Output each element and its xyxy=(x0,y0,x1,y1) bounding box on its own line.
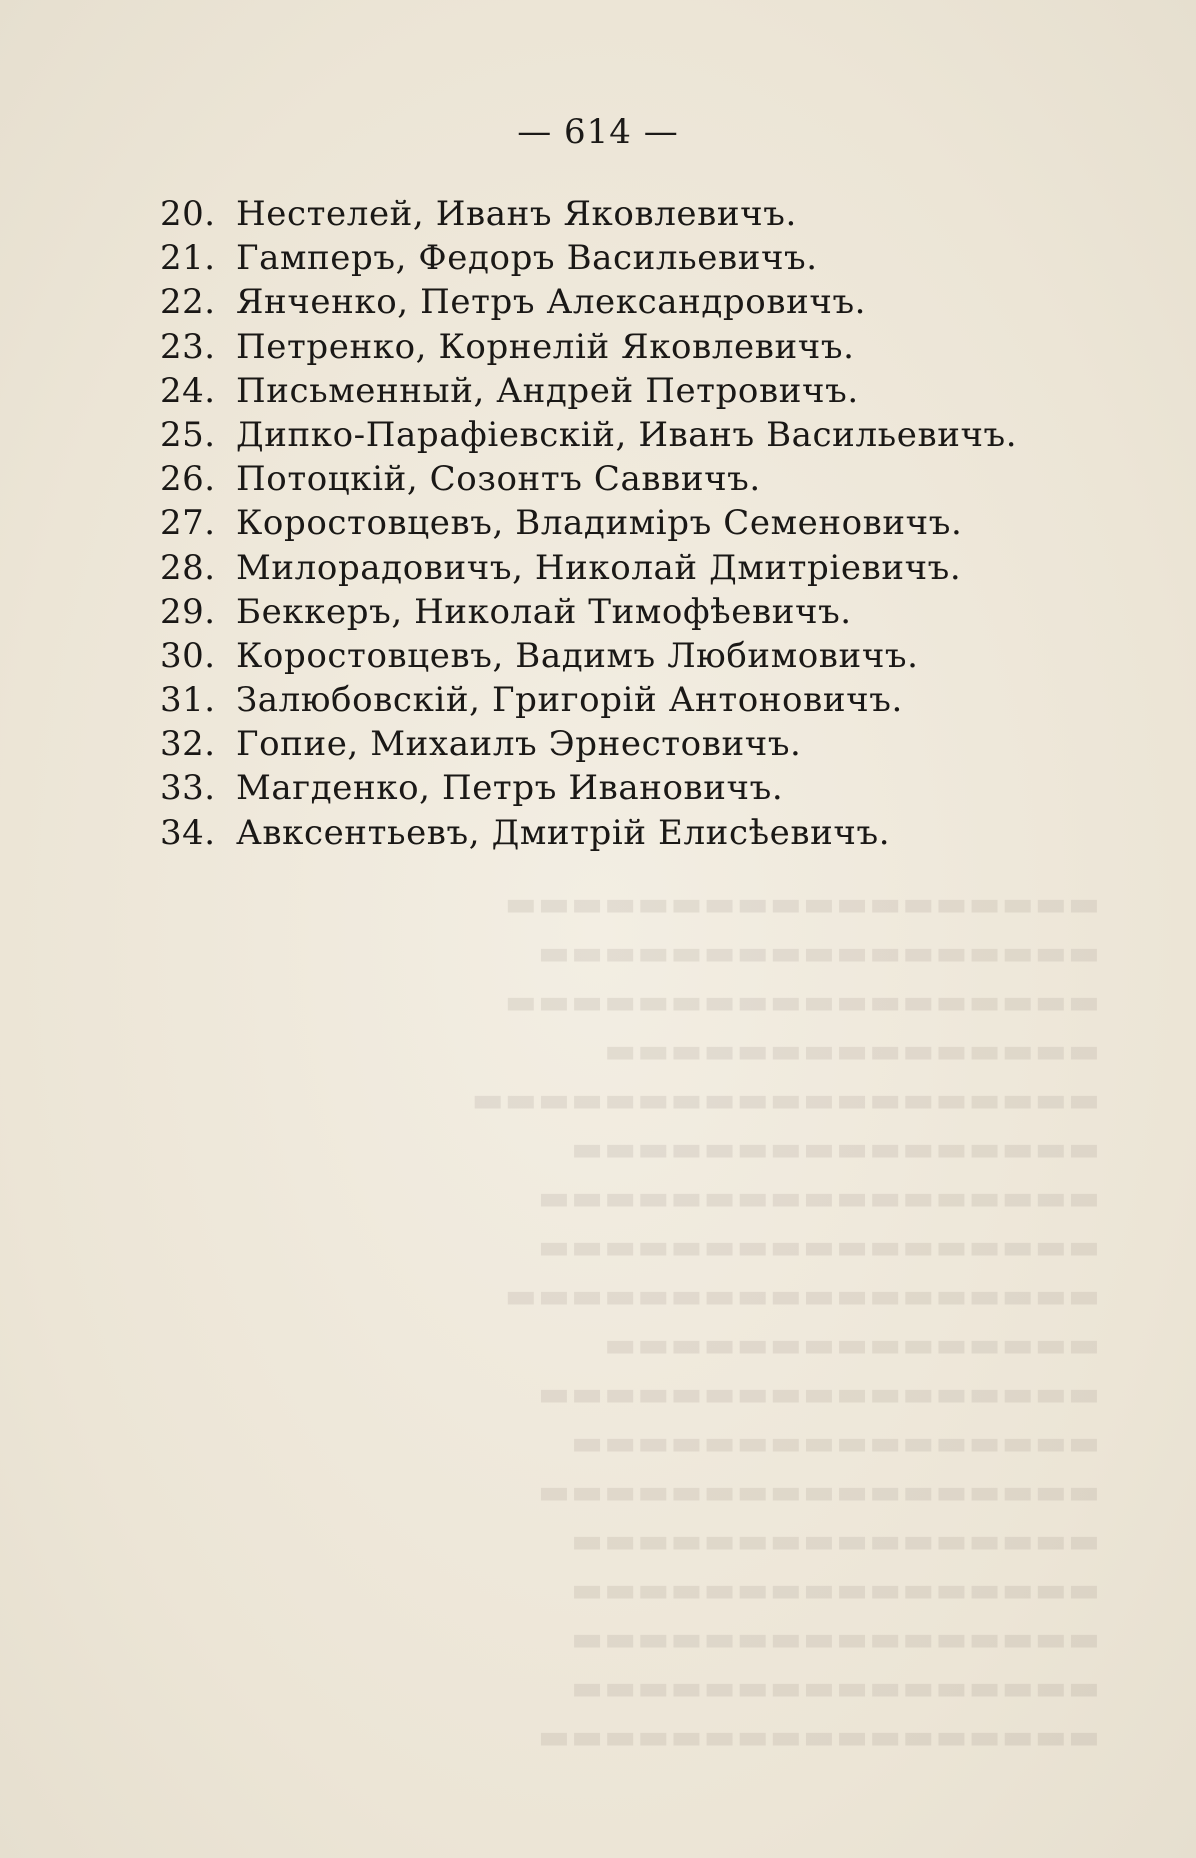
entry-number: 29. xyxy=(160,591,216,632)
entry-number: 24. xyxy=(160,370,216,411)
entry-number: 31. xyxy=(160,680,216,721)
entry-number: 32. xyxy=(160,724,216,765)
entry-person-name: Коростовцевъ, Вадимъ Любимовичъ. xyxy=(236,635,919,676)
entry-person-name: Гопие, Михаилъ Эрнестовичъ. xyxy=(236,724,802,765)
entry-number: 25. xyxy=(160,414,216,455)
list-item xyxy=(160,280,1017,324)
entry-person-name: Петренко, Корнелій Яковлевичъ. xyxy=(236,326,855,367)
name-list xyxy=(160,192,1017,855)
entry-person-name: Залюбовскій, Григорій Антоновичъ. xyxy=(236,680,903,721)
list-item xyxy=(160,766,1017,810)
entry-number: 26. xyxy=(160,459,216,500)
list-item xyxy=(160,722,1017,766)
list-item xyxy=(160,457,1017,501)
entry-person-name: Беккеръ, Николай Тимофѣевичъ. xyxy=(236,591,852,632)
entry-person-name: Письменный, Андрей Петровичъ. xyxy=(236,370,859,411)
entry-person-name: Дипко-Парафіевскій, Иванъ Васильевичъ. xyxy=(236,414,1018,455)
entry-number: 23. xyxy=(160,326,216,367)
entry-number: 33. xyxy=(160,768,216,809)
entry-number: 22. xyxy=(160,282,216,323)
list-item xyxy=(160,590,1017,634)
entry-number: 21. xyxy=(160,238,216,279)
list-item xyxy=(160,325,1017,369)
entry-number: 28. xyxy=(160,547,216,588)
entry-number: 34. xyxy=(160,812,216,853)
entry-person-name: Авксентьевъ, Дмитрій Елисѣевичъ. xyxy=(236,812,891,853)
list-item xyxy=(160,634,1017,678)
entry-number: 27. xyxy=(160,503,216,544)
entry-person-name: Потоцкій, Созонтъ Саввичъ. xyxy=(236,459,761,500)
entry-person-name: Магденко, Петръ Ивановичъ. xyxy=(236,768,784,809)
entry-number: 20. xyxy=(160,194,216,234)
list-item xyxy=(160,236,1017,280)
entry-person-name: Милорадовичъ, Николай Дмитріевичъ. xyxy=(236,547,962,588)
list-item xyxy=(160,192,1017,236)
entry-person-name: Янченко, Петръ Александровичъ. xyxy=(236,282,867,323)
list-item xyxy=(160,369,1017,413)
entry-person-name: Коростовцевъ, Владиміръ Семеновичъ. xyxy=(236,503,963,544)
bleed-through-decoration: ▬▬▬▬▬▬▬▬▬▬▬▬▬▬▬▬▬▬ ▬▬▬▬▬▬▬▬▬▬▬▬▬▬▬▬▬ ▬▬▬▬▬▬▬▬▬▬▬▬▬▬▬▬▬▬ ▬▬▬▬▬▬▬▬▬▬▬▬▬▬▬ ▬▬▬▬▬▬▬▬▬▬▬▬▬▬▬▬▬▬▬ ▬▬▬▬▬▬▬▬▬▬▬▬▬▬▬▬ ▬▬▬▬▬▬▬▬▬▬▬▬▬▬▬▬▬ ▬▬▬▬▬▬▬▬▬▬▬▬▬▬▬▬▬ ▬▬▬▬▬▬▬▬▬▬▬▬▬▬▬▬▬▬ ▬▬▬▬▬▬▬▬▬▬▬▬▬▬▬ ▬▬▬▬▬▬▬▬▬▬▬▬▬▬▬▬▬ ▬▬▬▬▬▬▬▬▬▬▬▬▬▬▬▬ ▬▬▬▬▬▬▬▬▬▬▬▬▬▬▬▬▬ ▬▬▬▬▬▬▬▬▬▬▬▬▬▬▬▬ ▬▬▬▬▬▬▬▬▬▬▬▬▬▬▬▬ ▬▬▬▬▬▬▬▬▬▬▬▬▬▬▬▬ ▬▬▬▬▬▬▬▬▬▬▬▬▬▬▬▬ ▬▬▬▬▬▬▬▬▬▬▬▬▬▬▬▬▬ xyxy=(470,884,1100,1757)
entry-person-name: Гамперъ, Федоръ Васильевичъ. xyxy=(236,238,818,279)
list-item xyxy=(160,413,1017,457)
list-item xyxy=(160,811,1017,855)
list-item xyxy=(160,501,1017,545)
list-item xyxy=(160,546,1017,590)
page-number: — 614 — xyxy=(517,112,679,152)
list-item xyxy=(160,678,1017,722)
entry-person-name: Нестелей, Иванъ Яковлевичъ. xyxy=(236,194,797,234)
entry-number: 30. xyxy=(160,635,216,676)
